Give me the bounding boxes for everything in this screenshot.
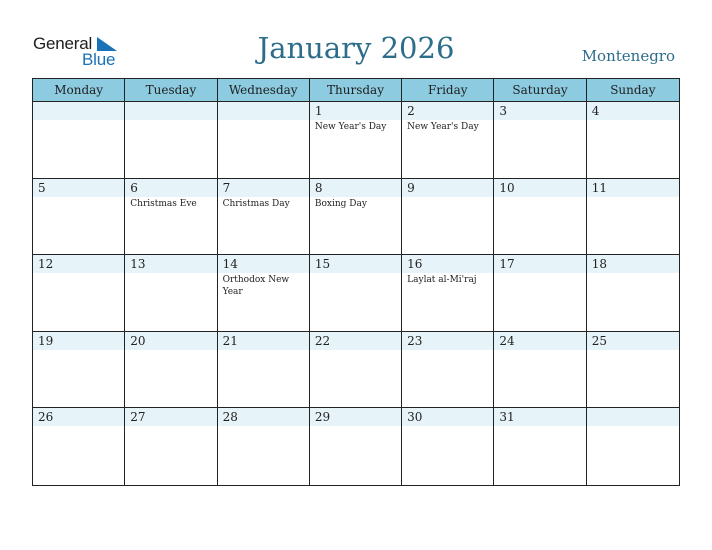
day-number-band	[33, 179, 124, 197]
day-number-band	[310, 102, 401, 120]
day-number: 12	[38, 257, 54, 272]
day-number: 15	[314, 257, 331, 272]
day-cell	[494, 179, 586, 256]
day-cell	[33, 255, 125, 332]
day-cell	[402, 332, 494, 409]
holiday-label: Christmas Day	[222, 198, 290, 209]
day-number: 16	[407, 257, 423, 272]
day-number: 3	[499, 104, 508, 118]
day-cell	[402, 179, 494, 256]
day-number: 14	[222, 257, 238, 272]
day-number-band	[125, 179, 216, 197]
day-cell	[402, 255, 494, 332]
day-cell	[125, 332, 217, 409]
day-number: 13	[130, 257, 146, 272]
weekday-header-saturday: Saturday	[494, 79, 586, 102]
country-name: Montenegro	[581, 47, 675, 65]
day-number: 19	[38, 333, 54, 348]
day-cell	[494, 255, 586, 332]
holiday-label: Orthodox New Year	[222, 275, 290, 298]
holiday-label: Boxing Day	[314, 198, 367, 209]
day-cell	[587, 408, 679, 485]
day-cell	[310, 332, 402, 409]
day-number-band	[218, 102, 309, 120]
day-cell	[218, 179, 310, 256]
day-number-band	[402, 102, 493, 120]
day-number: 22	[314, 333, 331, 348]
weekday-header-monday: Monday	[33, 79, 125, 102]
day-cell	[218, 255, 310, 332]
day-number-band	[310, 179, 401, 197]
weekday-header-sunday: Sunday	[587, 79, 679, 102]
day-number: 21	[222, 333, 238, 348]
day-number: 11	[591, 180, 607, 195]
day-number: 30	[407, 410, 423, 425]
day-cell	[125, 408, 217, 485]
day-number: 29	[314, 410, 331, 425]
day-cell	[125, 255, 217, 332]
day-cell	[33, 102, 125, 179]
weekday-header-wednesday: Wednesday	[218, 79, 310, 102]
holiday-label: New Year's Day	[314, 122, 387, 132]
day-number: 27	[130, 410, 146, 425]
weekday-header-friday: Friday	[402, 79, 494, 102]
day-number: 1	[314, 104, 323, 118]
day-number: 26	[38, 410, 54, 425]
day-cell	[494, 102, 586, 179]
holiday-label: Laylat al-Mi'raj	[407, 275, 477, 286]
day-number-band	[587, 102, 679, 120]
day-number: 31	[499, 410, 515, 425]
day-cell	[310, 255, 402, 332]
day-cell	[310, 408, 402, 485]
page-title: January 2026	[257, 31, 455, 65]
day-cell	[310, 179, 402, 256]
day-cell	[218, 408, 310, 485]
day-number: 18	[591, 257, 607, 272]
day-number: 28	[222, 410, 238, 425]
day-cell	[125, 102, 217, 179]
holiday-label: New Year's Day	[407, 122, 479, 132]
day-number: 20	[130, 333, 146, 348]
day-number: 7	[222, 180, 231, 195]
day-number: 2	[407, 104, 415, 118]
day-number-band	[33, 102, 124, 120]
day-cell	[33, 408, 125, 485]
day-cell	[402, 102, 494, 179]
day-number-band	[494, 102, 585, 120]
logo-general-text: General	[33, 34, 93, 53]
day-number-band	[402, 179, 493, 197]
day-cell	[33, 179, 125, 256]
day-cell	[218, 102, 310, 179]
day-number: 25	[591, 333, 607, 348]
day-number: 6	[130, 180, 138, 195]
day-cell	[587, 255, 679, 332]
day-number: 4	[591, 104, 600, 118]
day-number: 8	[314, 180, 323, 195]
day-number: 17	[499, 257, 515, 272]
holiday-label: Christmas Eve	[130, 198, 197, 209]
day-number: 23	[407, 333, 423, 348]
day-cell	[587, 332, 679, 409]
day-cell	[125, 179, 217, 256]
day-cell	[33, 332, 125, 409]
day-number: 24	[499, 333, 515, 348]
day-cell	[587, 102, 679, 179]
day-number-band	[218, 179, 309, 197]
day-cell	[494, 408, 586, 485]
logo-blue-text: Blue	[82, 50, 116, 69]
day-number-band	[587, 408, 679, 426]
day-number-band	[125, 102, 216, 120]
day-number: 9	[407, 180, 415, 195]
calendar-grid	[32, 78, 680, 486]
day-cell	[587, 179, 679, 256]
day-cell	[310, 102, 402, 179]
weekday-header-thursday: Thursday	[310, 79, 402, 102]
day-cell	[218, 332, 310, 409]
day-cell	[494, 332, 586, 409]
day-number: 5	[38, 180, 46, 195]
day-cell	[402, 408, 494, 485]
weekday-header-tuesday: Tuesday	[125, 79, 217, 102]
day-number: 10	[499, 180, 515, 195]
